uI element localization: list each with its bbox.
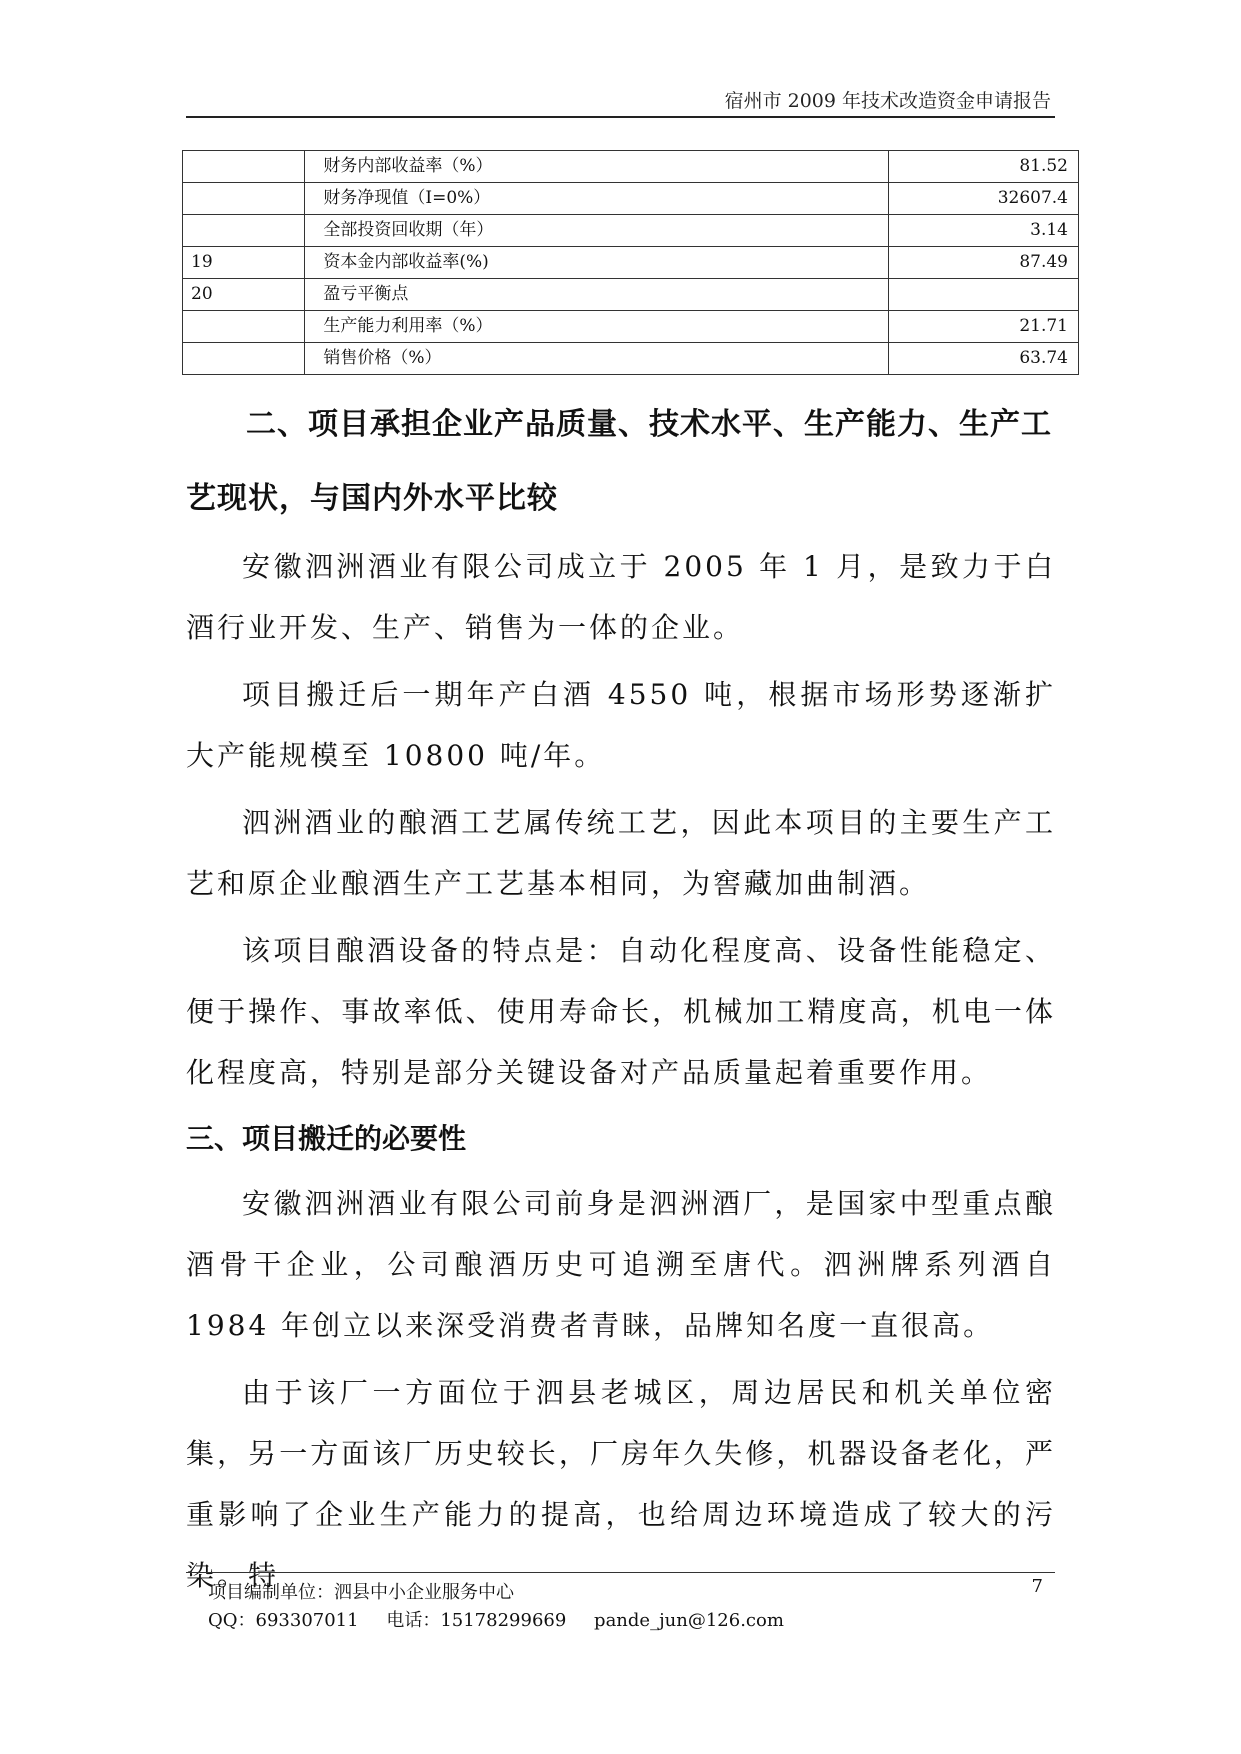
section-2-paragraph: 该项目酿酒设备的特点是：自动化程度高、设备性能稳定、便于操作、事故率低、使用寿命长，机械加工精度高，机电一体化程度高，特别是部分关键设备对产品质量起着重要作用。: [186, 934, 1056, 1089]
table-row: [183, 343, 1079, 375]
section-2-heading: 二、项目承担企业产品质量、技术水平、生产能力、生产工艺现状，与国内外水平比较: [186, 407, 1052, 516]
header-divider: [186, 116, 1055, 118]
row-number: [183, 311, 305, 343]
page-number: 7: [1031, 1576, 1043, 1597]
financial-indicators-table: [182, 150, 1079, 375]
indicator-name: 财务净现值（I=0%）: [305, 183, 888, 215]
footer-contacts: [208, 1606, 806, 1632]
page-header-title: 宿州市 2009 年技术改造资金申请报告: [724, 90, 1051, 112]
row-number: [183, 183, 305, 215]
section-2-paragraph: 泗洲酒业的酿酒工艺属传统工艺，因此本项目的主要生产工艺和原企业酿酒生产工艺基本相同，为窖藏加曲制酒。: [186, 806, 1056, 900]
table-row: [183, 311, 1079, 343]
row-number: [183, 215, 305, 247]
indicator-value: 32607.4: [888, 183, 1078, 215]
table-row: [183, 279, 1079, 311]
table-row: [183, 215, 1079, 247]
row-number: [183, 343, 305, 375]
footer-qq: QQ：693307011: [208, 1610, 359, 1631]
section-3-heading: 三、项目搬迁的必要性: [186, 1122, 467, 1155]
indicator-value: 21.71: [888, 311, 1078, 343]
table-row: [183, 247, 1079, 279]
indicator-name: 盈亏平衡点: [305, 279, 888, 311]
section-3-paragraph: 安徽泗洲酒业有限公司前身是泗洲酒厂，是国家中型重点酿酒骨干企业，公司酿酒历史可追溯至唐代。泗洲牌系列酒自 1984 年创立以来深受消费者青睐，品牌知名度一直很高。: [186, 1187, 1056, 1342]
footer-divider: [186, 1572, 1055, 1573]
body-content: [186, 388, 1056, 1612]
section-2-paragraph: 安徽泗洲酒业有限公司成立于 2005 年 1 月，是致力于白酒行业开发、生产、销售为一体的企业。: [186, 550, 1056, 644]
table-row: [183, 183, 1079, 215]
indicator-value: 87.49: [888, 247, 1078, 279]
footer-unit: 项目编制单位：泗县中小企业服务中心: [208, 1582, 514, 1603]
indicator-value: [888, 279, 1078, 311]
section-2-paragraph: 项目搬迁后一期年产白酒 4550 吨，根据市场形势逐渐扩大产能规模至 10800 吨/年。: [186, 678, 1056, 772]
row-number: 20: [183, 279, 305, 311]
indicator-name: 生产能力利用率（%）: [305, 311, 888, 343]
indicator-name: 销售价格（%）: [305, 343, 888, 375]
indicator-value: 3.14: [888, 215, 1078, 247]
table-row: [183, 151, 1079, 183]
indicator-name: 资本金内部收益率(%): [305, 247, 888, 279]
indicator-value: 81.52: [888, 151, 1078, 183]
indicator-name: 全部投资回收期（年）: [305, 215, 888, 247]
row-number: 19: [183, 247, 305, 279]
row-number: [183, 151, 305, 183]
indicator-name: 财务内部收益率（%）: [305, 151, 888, 183]
indicator-value: 63.74: [888, 343, 1078, 375]
footer-phone: 电话：15178299669: [386, 1610, 567, 1631]
footer-email: pande_jun@126.com: [594, 1610, 784, 1631]
section-3-paragraph: 由于该厂一方面位于泗县老城区，周边居民和机关单位密集，另一方面该厂历史较长，厂房年久失修，机器设备老化，严重影响了企业生产能力的提高，也给周边环境造成了较大的污染。特: [186, 1376, 1056, 1592]
